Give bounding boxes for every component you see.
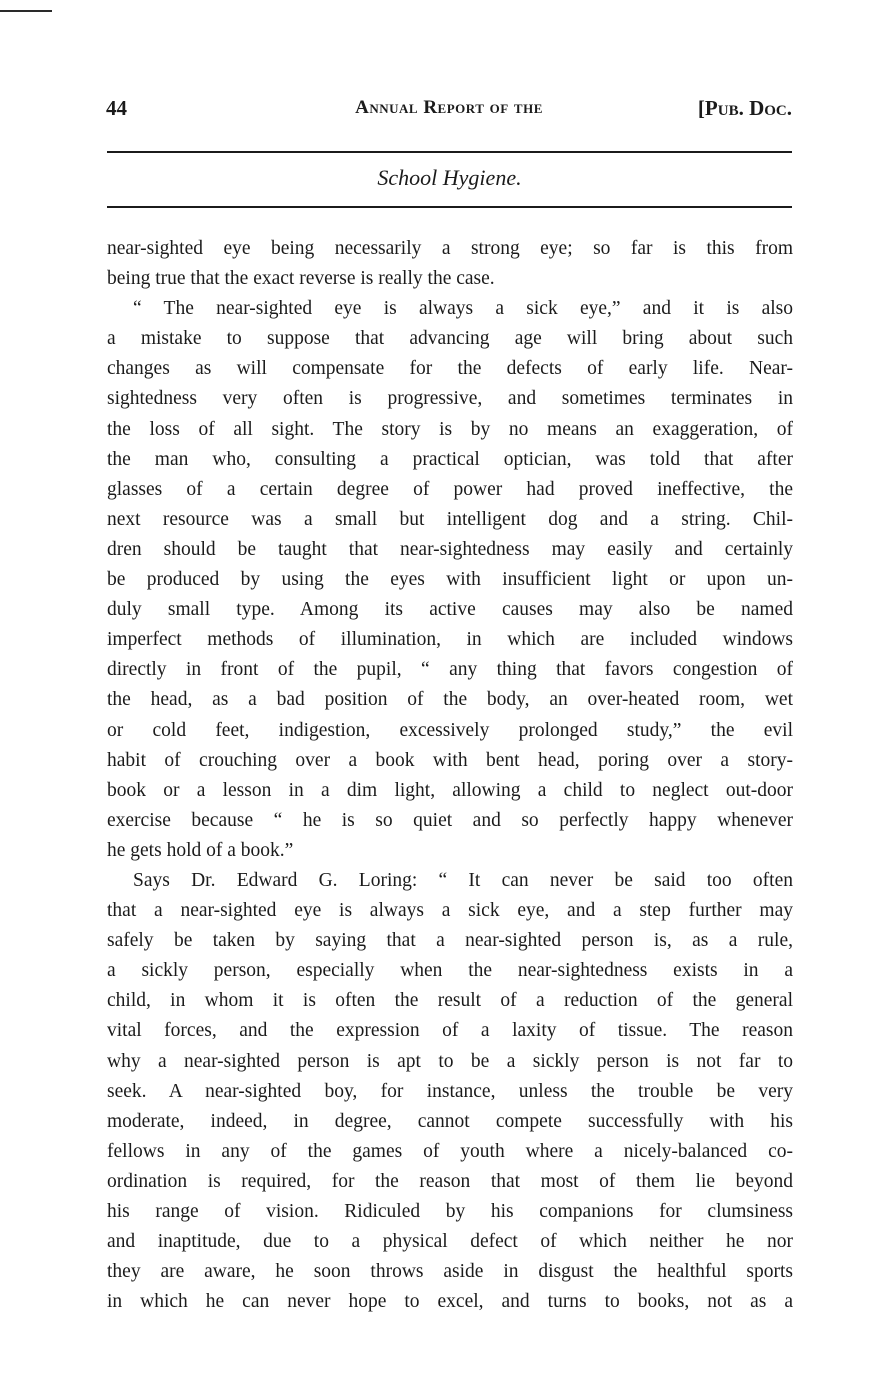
text-line: “ The near-sighted eye is always a sick eye,” and it is also	[133, 298, 793, 320]
text-line: being true that the exact reverse is really the case.	[107, 268, 495, 290]
text-line: the head, as a bad position of the body, an over-heated room, wet	[107, 689, 793, 711]
text-line: habit of crouching over a book with bent head, poring over a story-	[107, 749, 793, 771]
text-line: exercise because “ he is so quiet and so perfectly happy whenever	[107, 809, 793, 831]
text-line: sightedness very often is progressive, and sometimes terminates in	[107, 388, 793, 410]
text-line: they are aware, he soon throws aside in disgust the healthful sports	[107, 1261, 793, 1283]
text-line: that a near-sighted eye is always a sick eye, and a step further may	[107, 900, 793, 922]
text-line: directly in front of the pupil, “ any thing that favors congestion of	[107, 659, 793, 681]
text-line: the man who, consulting a practical optician, was told that after	[107, 448, 793, 470]
text-line: duly small type. Among its active causes may also be named	[107, 599, 793, 621]
text-line: safely be taken by saying that a near-sighted person is, as a rule,	[107, 930, 793, 952]
text-line: imperfect methods of illumination, in which are included windows	[107, 629, 793, 651]
text-line: next resource was a small but intelligent dog and a string. Chil-	[107, 508, 793, 530]
text-line: changes as will compensate for the defects of early life. Near-	[107, 358, 793, 380]
text-line: and inaptitude, due to a physical defect of which neither he nor	[107, 1231, 793, 1253]
text-line: near-sighted eye being necessarily a strong eye; so far is this from	[107, 238, 793, 259]
scan-edge-mark	[0, 10, 52, 12]
text-line: vital forces, and the expression of a laxity of tissue. The reason	[107, 1020, 793, 1042]
running-title: Annual Report of the	[355, 97, 543, 118]
body-text	[107, 234, 793, 1317]
document-label: [Pub. Doc.	[697, 96, 792, 120]
header-rule-top	[107, 151, 792, 153]
text-line: why a near-sighted person is apt to be a sickly person is not far to	[107, 1050, 793, 1072]
text-line: the loss of all sight. The story is by no means an exaggeration, of	[107, 418, 793, 440]
text-line: in which he can never hope to excel, and turns to books, not as a	[107, 1291, 793, 1313]
text-line: glasses of a certain degree of power had proved ineffective, the	[107, 478, 793, 500]
text-line: fellows in any of the games of youth where a nicely-balanced co-	[107, 1140, 793, 1162]
text-line: his range of vision. Ridiculed by his companions for clumsiness	[107, 1201, 793, 1222]
text-line: or cold feet, indigestion, excessively prolonged study,” the evil	[107, 719, 793, 741]
text-line: be produced by using the eyes with insufficient light or upon un-	[107, 569, 793, 591]
text-line: a mistake to suppose that advancing age will bring about such	[107, 328, 793, 350]
page-number: 44	[106, 96, 127, 120]
text-line: child, in whom it is often the result of a reduction of the general	[107, 990, 793, 1012]
text-line: Says Dr. Edward G. Loring: “ It can never be said too often	[133, 869, 793, 891]
text-line: book or a lesson in a dim light, allowing a child to neglect out-door	[107, 779, 793, 801]
text-line: he gets hold of a book.”	[107, 839, 294, 861]
page-header	[106, 96, 792, 126]
header-rule-bottom	[107, 206, 792, 208]
text-line: ordination is required, for the reason that most of them lie beyond	[107, 1170, 793, 1192]
text-line: moderate, indeed, in degree, cannot compete successfully with his	[107, 1110, 793, 1132]
text-line: dren should be taught that near-sightedness may easily and certainly	[107, 538, 793, 560]
text-line: seek. A near-sighted boy, for instance, unless the trouble be very	[107, 1080, 793, 1102]
section-title: School Hygiene.	[377, 165, 522, 190]
text-line: a sickly person, especially when the near-sightedness exists in a	[107, 960, 793, 982]
